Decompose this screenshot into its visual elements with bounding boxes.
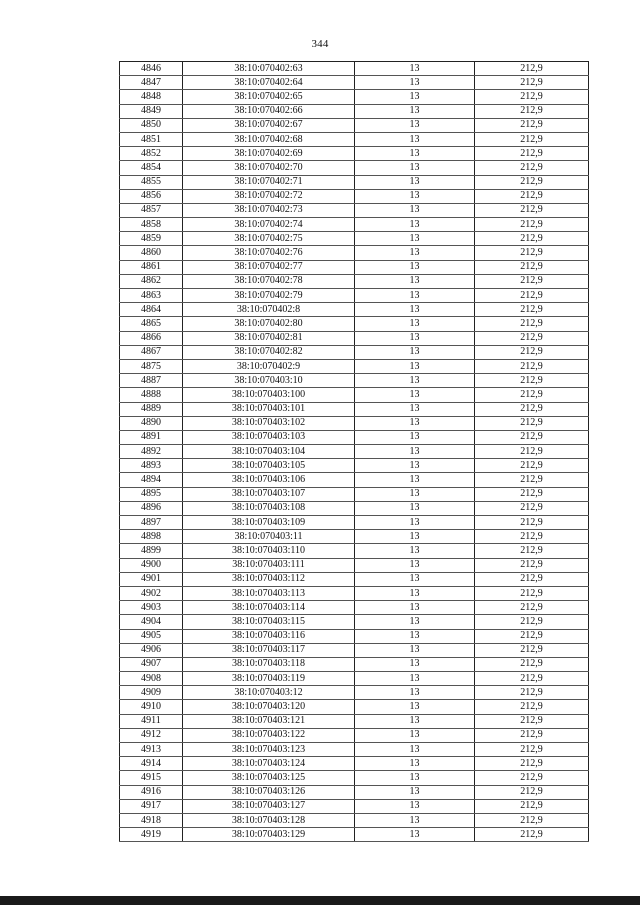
cadastral-number-cell: 38:10:070403:112: [183, 572, 355, 586]
row-number-cell: 4913: [120, 743, 183, 757]
row-number-cell: 4855: [120, 175, 183, 189]
area-cell: 212,9: [475, 700, 589, 714]
quantity-cell: 13: [355, 388, 475, 402]
quantity-cell: 13: [355, 615, 475, 629]
cadastral-number-cell: 38:10:070402:72: [183, 189, 355, 203]
cadastral-number-cell: 38:10:070403:123: [183, 743, 355, 757]
table-row: [120, 501, 589, 515]
area-cell: 212,9: [475, 175, 589, 189]
quantity-cell: 13: [355, 416, 475, 430]
cadastral-number-cell: 38:10:070403:12: [183, 686, 355, 700]
quantity-cell: 13: [355, 303, 475, 317]
table-row: [120, 118, 589, 132]
quantity-cell: 13: [355, 345, 475, 359]
cadastral-number-cell: 38:10:070403:106: [183, 473, 355, 487]
table-row: [120, 260, 589, 274]
quantity-cell: 13: [355, 686, 475, 700]
row-number-cell: 4898: [120, 530, 183, 544]
area-cell: 212,9: [475, 445, 589, 459]
row-number-cell: 4850: [120, 118, 183, 132]
area-cell: 212,9: [475, 374, 589, 388]
area-cell: 212,9: [475, 672, 589, 686]
table-row: [120, 189, 589, 203]
table-row: [120, 686, 589, 700]
quantity-cell: 13: [355, 771, 475, 785]
area-cell: 212,9: [475, 459, 589, 473]
area-cell: 212,9: [475, 303, 589, 317]
table-row: [120, 402, 589, 416]
table-row: [120, 459, 589, 473]
quantity-cell: 13: [355, 530, 475, 544]
quantity-cell: 13: [355, 714, 475, 728]
area-cell: 212,9: [475, 232, 589, 246]
area-cell: 212,9: [475, 416, 589, 430]
row-number-cell: 4891: [120, 430, 183, 444]
table-row: [120, 104, 589, 118]
row-number-cell: 4916: [120, 785, 183, 799]
area-cell: 212,9: [475, 813, 589, 827]
quantity-cell: 13: [355, 189, 475, 203]
table-row: [120, 374, 589, 388]
table-row: [120, 799, 589, 813]
area-cell: 212,9: [475, 430, 589, 444]
table-row: [120, 558, 589, 572]
table-row: [120, 487, 589, 501]
table-row: [120, 132, 589, 146]
row-number-cell: 4892: [120, 445, 183, 459]
area-cell: 212,9: [475, 147, 589, 161]
quantity-cell: 13: [355, 232, 475, 246]
area-cell: 212,9: [475, 132, 589, 146]
table-row: [120, 813, 589, 827]
quantity-cell: 13: [355, 132, 475, 146]
row-number-cell: 4858: [120, 218, 183, 232]
area-cell: 212,9: [475, 601, 589, 615]
row-number-cell: 4849: [120, 104, 183, 118]
table-row: [120, 289, 589, 303]
row-number-cell: 4907: [120, 657, 183, 671]
cadastral-number-cell: 38:10:070403:105: [183, 459, 355, 473]
row-number-cell: 4847: [120, 76, 183, 90]
quantity-cell: 13: [355, 445, 475, 459]
row-number-cell: 4919: [120, 828, 183, 842]
area-cell: 212,9: [475, 289, 589, 303]
quantity-cell: 13: [355, 104, 475, 118]
table-row: [120, 203, 589, 217]
area-cell: 212,9: [475, 203, 589, 217]
area-cell: 212,9: [475, 317, 589, 331]
quantity-cell: 13: [355, 274, 475, 288]
area-cell: 212,9: [475, 359, 589, 373]
row-number-cell: 4914: [120, 757, 183, 771]
cadastral-number-cell: 38:10:070403:10: [183, 374, 355, 388]
area-cell: 212,9: [475, 345, 589, 359]
row-number-cell: 4856: [120, 189, 183, 203]
table-row: [120, 700, 589, 714]
cadastral-number-cell: 38:10:070402:77: [183, 260, 355, 274]
area-cell: 212,9: [475, 572, 589, 586]
cadastral-number-cell: 38:10:070403:127: [183, 799, 355, 813]
area-cell: 212,9: [475, 501, 589, 515]
table-row: [120, 657, 589, 671]
area-cell: 212,9: [475, 473, 589, 487]
row-number-cell: 4895: [120, 487, 183, 501]
table-row: [120, 416, 589, 430]
quantity-cell: 13: [355, 161, 475, 175]
row-number-cell: 4904: [120, 615, 183, 629]
table-row: [120, 629, 589, 643]
table-row: [120, 232, 589, 246]
row-number-cell: 4908: [120, 672, 183, 686]
row-number-cell: 4894: [120, 473, 183, 487]
table-row: [120, 303, 589, 317]
table-row: [120, 62, 589, 76]
cadastral-number-cell: 38:10:070403:120: [183, 700, 355, 714]
row-number-cell: 4918: [120, 813, 183, 827]
cadastral-number-cell: 38:10:070403:121: [183, 714, 355, 728]
row-number-cell: 4890: [120, 416, 183, 430]
row-number-cell: 4866: [120, 331, 183, 345]
cadastral-number-cell: 38:10:070403:129: [183, 828, 355, 842]
table-body: [120, 62, 589, 842]
quantity-cell: 13: [355, 629, 475, 643]
row-number-cell: 4863: [120, 289, 183, 303]
area-cell: 212,9: [475, 161, 589, 175]
cadastral-number-cell: 38:10:070403:119: [183, 672, 355, 686]
area-cell: 212,9: [475, 487, 589, 501]
row-number-cell: 4912: [120, 728, 183, 742]
table-row: [120, 345, 589, 359]
table-row: [120, 771, 589, 785]
area-cell: 212,9: [475, 686, 589, 700]
table-row: [120, 828, 589, 842]
cadastral-number-cell: 38:10:070403:128: [183, 813, 355, 827]
row-number-cell: 4862: [120, 274, 183, 288]
table-row: [120, 76, 589, 90]
quantity-cell: 13: [355, 544, 475, 558]
quantity-cell: 13: [355, 147, 475, 161]
table-row: [120, 785, 589, 799]
row-number-cell: 4899: [120, 544, 183, 558]
row-number-cell: 4888: [120, 388, 183, 402]
row-number-cell: 4911: [120, 714, 183, 728]
page-number: 344: [311, 38, 329, 50]
area-cell: 212,9: [475, 771, 589, 785]
area-cell: 212,9: [475, 260, 589, 274]
area-cell: 212,9: [475, 104, 589, 118]
cadastral-number-cell: 38:10:070403:101: [183, 402, 355, 416]
quantity-cell: 13: [355, 558, 475, 572]
quantity-cell: 13: [355, 757, 475, 771]
cadastral-number-cell: 38:10:070402:74: [183, 218, 355, 232]
table-row: [120, 601, 589, 615]
area-cell: 212,9: [475, 714, 589, 728]
area-cell: 212,9: [475, 402, 589, 416]
cadastral-number-cell: 38:10:070402:75: [183, 232, 355, 246]
row-number-cell: 4848: [120, 90, 183, 104]
area-cell: 212,9: [475, 558, 589, 572]
quantity-cell: 13: [355, 700, 475, 714]
cadastral-number-cell: 38:10:070403:109: [183, 516, 355, 530]
cadastral-number-cell: 38:10:070403:114: [183, 601, 355, 615]
cadastral-number-cell: 38:10:070403:116: [183, 629, 355, 643]
cadastral-number-cell: 38:10:070402:81: [183, 331, 355, 345]
table-row: [120, 246, 589, 260]
table-row: [120, 530, 589, 544]
quantity-cell: 13: [355, 572, 475, 586]
row-number-cell: 4889: [120, 402, 183, 416]
row-number-cell: 4865: [120, 317, 183, 331]
quantity-cell: 13: [355, 402, 475, 416]
data-table: [119, 61, 589, 842]
cadastral-number-cell: 38:10:070402:67: [183, 118, 355, 132]
area-cell: 212,9: [475, 189, 589, 203]
cadastral-number-cell: 38:10:070402:73: [183, 203, 355, 217]
quantity-cell: 13: [355, 516, 475, 530]
row-number-cell: 4905: [120, 629, 183, 643]
cadastral-number-cell: 38:10:070403:107: [183, 487, 355, 501]
quantity-cell: 13: [355, 260, 475, 274]
table-row: [120, 274, 589, 288]
cadastral-number-cell: 38:10:070402:8: [183, 303, 355, 317]
cadastral-number-cell: 38:10:070402:63: [183, 62, 355, 76]
cadastral-number-cell: 38:10:070403:113: [183, 586, 355, 600]
area-cell: 212,9: [475, 785, 589, 799]
row-number-cell: 4854: [120, 161, 183, 175]
row-number-cell: 4875: [120, 359, 183, 373]
table-row: [120, 445, 589, 459]
table-row: [120, 359, 589, 373]
table-row: [120, 516, 589, 530]
table-row: [120, 643, 589, 657]
area-cell: 212,9: [475, 516, 589, 530]
row-number-cell: 4902: [120, 586, 183, 600]
table-row: [120, 317, 589, 331]
quantity-cell: 13: [355, 203, 475, 217]
quantity-cell: 13: [355, 359, 475, 373]
area-cell: 212,9: [475, 743, 589, 757]
quantity-cell: 13: [355, 473, 475, 487]
quantity-cell: 13: [355, 459, 475, 473]
quantity-cell: 13: [355, 289, 475, 303]
table-row: [120, 331, 589, 345]
row-number-cell: 4893: [120, 459, 183, 473]
quantity-cell: 13: [355, 317, 475, 331]
row-number-cell: 4852: [120, 147, 183, 161]
cadastral-number-cell: 38:10:070402:79: [183, 289, 355, 303]
quantity-cell: 13: [355, 657, 475, 671]
quantity-cell: 13: [355, 76, 475, 90]
cadastral-number-cell: 38:10:070403:104: [183, 445, 355, 459]
row-number-cell: 4915: [120, 771, 183, 785]
row-number-cell: 4846: [120, 62, 183, 76]
area-cell: 212,9: [475, 544, 589, 558]
quantity-cell: 13: [355, 813, 475, 827]
cadastral-number-cell: 38:10:070402:78: [183, 274, 355, 288]
cadastral-number-cell: 38:10:070403:111: [183, 558, 355, 572]
row-number-cell: 4901: [120, 572, 183, 586]
area-cell: 212,9: [475, 218, 589, 232]
row-number-cell: 4867: [120, 345, 183, 359]
row-number-cell: 4909: [120, 686, 183, 700]
area-cell: 212,9: [475, 828, 589, 842]
quantity-cell: 13: [355, 728, 475, 742]
quantity-cell: 13: [355, 828, 475, 842]
cadastral-number-cell: 38:10:070403:122: [183, 728, 355, 742]
cadastral-number-cell: 38:10:070403:11: [183, 530, 355, 544]
quantity-cell: 13: [355, 743, 475, 757]
table-row: [120, 615, 589, 629]
cadastral-number-cell: 38:10:070402:9: [183, 359, 355, 373]
area-cell: 212,9: [475, 118, 589, 132]
cadastral-number-cell: 38:10:070403:108: [183, 501, 355, 515]
table-row: [120, 728, 589, 742]
quantity-cell: 13: [355, 672, 475, 686]
cadastral-number-cell: 38:10:070402:65: [183, 90, 355, 104]
cadastral-number-cell: 38:10:070402:69: [183, 147, 355, 161]
quantity-cell: 13: [355, 62, 475, 76]
table-row: [120, 147, 589, 161]
row-number-cell: 4906: [120, 643, 183, 657]
cadastral-number-cell: 38:10:070402:64: [183, 76, 355, 90]
cadastral-number-cell: 38:10:070402:76: [183, 246, 355, 260]
quantity-cell: 13: [355, 601, 475, 615]
cadastral-number-cell: 38:10:070403:102: [183, 416, 355, 430]
table-row: [120, 90, 589, 104]
table-row: [120, 175, 589, 189]
row-number-cell: 4887: [120, 374, 183, 388]
area-cell: 212,9: [475, 615, 589, 629]
quantity-cell: 13: [355, 785, 475, 799]
row-number-cell: 4859: [120, 232, 183, 246]
table-row: [120, 388, 589, 402]
area-cell: 212,9: [475, 530, 589, 544]
table-row: [120, 544, 589, 558]
cadastral-number-cell: 38:10:070403:103: [183, 430, 355, 444]
row-number-cell: 4900: [120, 558, 183, 572]
row-number-cell: 4917: [120, 799, 183, 813]
area-cell: 212,9: [475, 274, 589, 288]
cadastral-number-cell: 38:10:070402:70: [183, 161, 355, 175]
cadastral-number-cell: 38:10:070402:82: [183, 345, 355, 359]
area-cell: 212,9: [475, 629, 589, 643]
area-cell: 212,9: [475, 799, 589, 813]
area-cell: 212,9: [475, 246, 589, 260]
row-number-cell: 4896: [120, 501, 183, 515]
area-cell: 212,9: [475, 331, 589, 345]
cadastral-number-cell: 38:10:070402:80: [183, 317, 355, 331]
row-number-cell: 4860: [120, 246, 183, 260]
quantity-cell: 13: [355, 246, 475, 260]
area-cell: 212,9: [475, 586, 589, 600]
row-number-cell: 4864: [120, 303, 183, 317]
area-cell: 212,9: [475, 90, 589, 104]
cadastral-number-cell: 38:10:070403:124: [183, 757, 355, 771]
table-row: [120, 714, 589, 728]
area-cell: 212,9: [475, 657, 589, 671]
area-cell: 212,9: [475, 388, 589, 402]
quantity-cell: 13: [355, 799, 475, 813]
cadastral-number-cell: 38:10:070403:118: [183, 657, 355, 671]
quantity-cell: 13: [355, 643, 475, 657]
cadastral-number-cell: 38:10:070402:68: [183, 132, 355, 146]
area-cell: 212,9: [475, 757, 589, 771]
cadastral-number-cell: 38:10:070403:126: [183, 785, 355, 799]
cadastral-number-cell: 38:10:070403:125: [183, 771, 355, 785]
table-row: [120, 161, 589, 175]
row-number-cell: 4857: [120, 203, 183, 217]
row-number-cell: 4910: [120, 700, 183, 714]
area-cell: 212,9: [475, 62, 589, 76]
cadastral-number-cell: 38:10:070403:117: [183, 643, 355, 657]
row-number-cell: 4903: [120, 601, 183, 615]
quantity-cell: 13: [355, 487, 475, 501]
cadastral-number-cell: 38:10:070402:66: [183, 104, 355, 118]
area-cell: 212,9: [475, 76, 589, 90]
table-row: [120, 572, 589, 586]
scan-bottom-edge: [0, 896, 640, 905]
quantity-cell: 13: [355, 218, 475, 232]
table-row: [120, 586, 589, 600]
table-row: [120, 473, 589, 487]
quantity-cell: 13: [355, 175, 475, 189]
cadastral-number-cell: 38:10:070403:110: [183, 544, 355, 558]
table-row: [120, 430, 589, 444]
quantity-cell: 13: [355, 501, 475, 515]
row-number-cell: 4851: [120, 132, 183, 146]
area-cell: 212,9: [475, 728, 589, 742]
table-row: [120, 218, 589, 232]
area-cell: 212,9: [475, 643, 589, 657]
row-number-cell: 4861: [120, 260, 183, 274]
quantity-cell: 13: [355, 90, 475, 104]
table-row: [120, 672, 589, 686]
quantity-cell: 13: [355, 331, 475, 345]
quantity-cell: 13: [355, 118, 475, 132]
cadastral-number-cell: 38:10:070403:115: [183, 615, 355, 629]
cadastral-number-cell: 38:10:070402:71: [183, 175, 355, 189]
quantity-cell: 13: [355, 430, 475, 444]
table-row: [120, 743, 589, 757]
quantity-cell: 13: [355, 374, 475, 388]
quantity-cell: 13: [355, 586, 475, 600]
row-number-cell: 4897: [120, 516, 183, 530]
cadastral-number-cell: 38:10:070403:100: [183, 388, 355, 402]
table-row: [120, 757, 589, 771]
